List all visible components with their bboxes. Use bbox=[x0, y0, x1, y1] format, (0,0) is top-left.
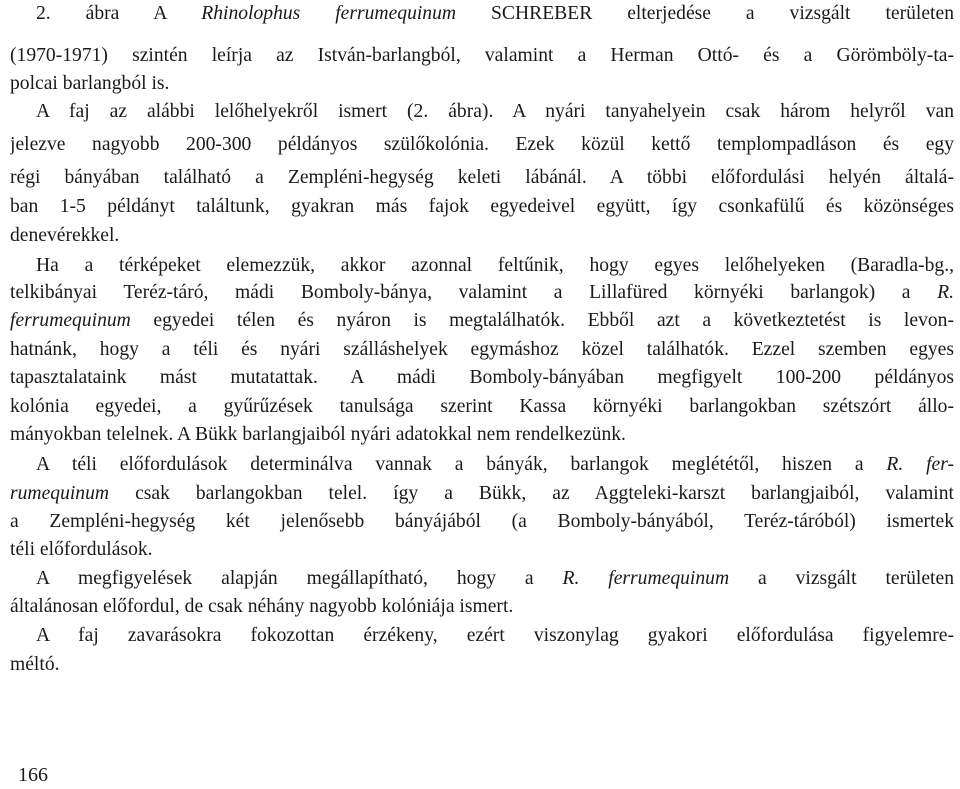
text-line bbox=[10, 536, 954, 564]
line-text: Ha a térképeket elemezzük, akkor azonnal feltűnik, hogy egyes lelőhelyeken (Baradla-bg., bbox=[36, 255, 954, 276]
italic-text: R. bbox=[937, 282, 954, 303]
text-line bbox=[10, 393, 954, 421]
text-line bbox=[10, 0, 954, 28]
italic-text: R. ferrumequinum bbox=[562, 568, 730, 589]
line-text: tapasztalataink mást mutatattak. A mádi Bomboly-bányában megfigyelt 100-200 példányos bbox=[10, 367, 954, 388]
text-line bbox=[10, 279, 954, 307]
text-line bbox=[10, 480, 954, 508]
text-line bbox=[10, 193, 954, 221]
line-text: A téli előfordulások determinálva vannak a bányák, barlangok meglététől, hiszen a bbox=[36, 454, 887, 475]
line-text: (1970-1971) szintén leírja az István-barlangból, valamint a Herman Ottó- és a Görömböly-ta- bbox=[10, 45, 954, 66]
line-text: polcai barlangból is. bbox=[10, 73, 170, 94]
line-text: egyedei télen és nyáron is megtalálhatók. Ebből azt a következtetést is levon- bbox=[130, 310, 954, 331]
line-text: jelezve nagyobb 200-300 példányos szülőkolónia. Ezek közül kettő templompadláson és egy bbox=[10, 134, 954, 155]
line-text: mányokban telelnek. A Bükk barlangjaiból nyári adatokkal nem rendelkezünk. bbox=[10, 424, 626, 445]
line-text: A megfigyelések alapján megállapítható, hogy a bbox=[36, 568, 563, 589]
line-text: SCHREBER elterjedése a vizsgált területen bbox=[456, 3, 954, 24]
line-text: csak barlangokban telel. így a Bükk, az Aggteleki-karszt barlangjaiból, valamint bbox=[109, 483, 954, 504]
line-text: A faj az alábbi lelőhelyekről ismert (2. ábra). A nyári tanyahelyein csak három helyről van bbox=[36, 101, 954, 122]
line-text: kolónia egyedei, a gyűrűzések tanulsága szerint Kassa környéki barlangokban szétszórt állo- bbox=[10, 396, 954, 417]
text-line bbox=[10, 421, 954, 449]
text-line bbox=[10, 164, 954, 192]
text-line bbox=[10, 565, 954, 593]
line-text: A faj zavarásokra fokozottan érzékeny, ezért viszonylag gyakori előfordulása figyelemre- bbox=[36, 625, 954, 646]
italic-text: rumequinum bbox=[10, 483, 110, 504]
line-text: telkibányai Teréz-táró, mádi Bomboly-bánya, valamint a Lillafüred környéki barlangok) a bbox=[10, 282, 938, 303]
text-line bbox=[10, 131, 954, 159]
text-line bbox=[10, 42, 954, 70]
line-text: denevérekkel. bbox=[10, 225, 120, 246]
text-line bbox=[10, 252, 954, 280]
text-line bbox=[10, 622, 954, 650]
italic-text: R. fer- bbox=[886, 454, 954, 475]
line-text: hatnánk, hogy a téli és nyári szálláshelyek egymáshoz közel találhatók. Ezzel szemben egyes bbox=[10, 339, 954, 360]
italic-text: Rhinolophus ferrumequinum bbox=[201, 3, 457, 24]
text-line bbox=[10, 336, 954, 364]
text-line bbox=[10, 593, 954, 621]
page-number: 166 bbox=[18, 764, 48, 786]
line-text: a vizsgált területen bbox=[729, 568, 954, 589]
text-line bbox=[10, 70, 954, 98]
text-line bbox=[10, 364, 954, 392]
line-text: téli előfordulások. bbox=[10, 539, 153, 560]
line-text: ban 1-5 példányt találtunk, gyakran más fajok egyedeivel együtt, így csonkafülű és közönséges bbox=[10, 196, 954, 217]
text-line bbox=[10, 651, 954, 679]
text-line bbox=[10, 508, 954, 536]
text-line bbox=[10, 307, 954, 335]
italic-text: ferrumequinum bbox=[10, 310, 131, 331]
line-text: régi bányában található a Zempléni-hegység keleti lábánál. A többi előfordulási helyén általá- bbox=[10, 167, 954, 188]
text-line bbox=[10, 451, 954, 479]
line-text: általánosan előfordul, de csak néhány nagyobb kolóniája ismert. bbox=[10, 596, 514, 617]
line-text: 2. ábra A bbox=[36, 3, 202, 24]
line-text: a Zempléni-hegység két jelenősebb bányájából (a Bomboly-bányából, Teréz-táróból) ismertek bbox=[10, 511, 954, 532]
line-text: méltó. bbox=[10, 654, 60, 675]
text-line bbox=[10, 222, 954, 250]
text-line bbox=[10, 98, 954, 126]
